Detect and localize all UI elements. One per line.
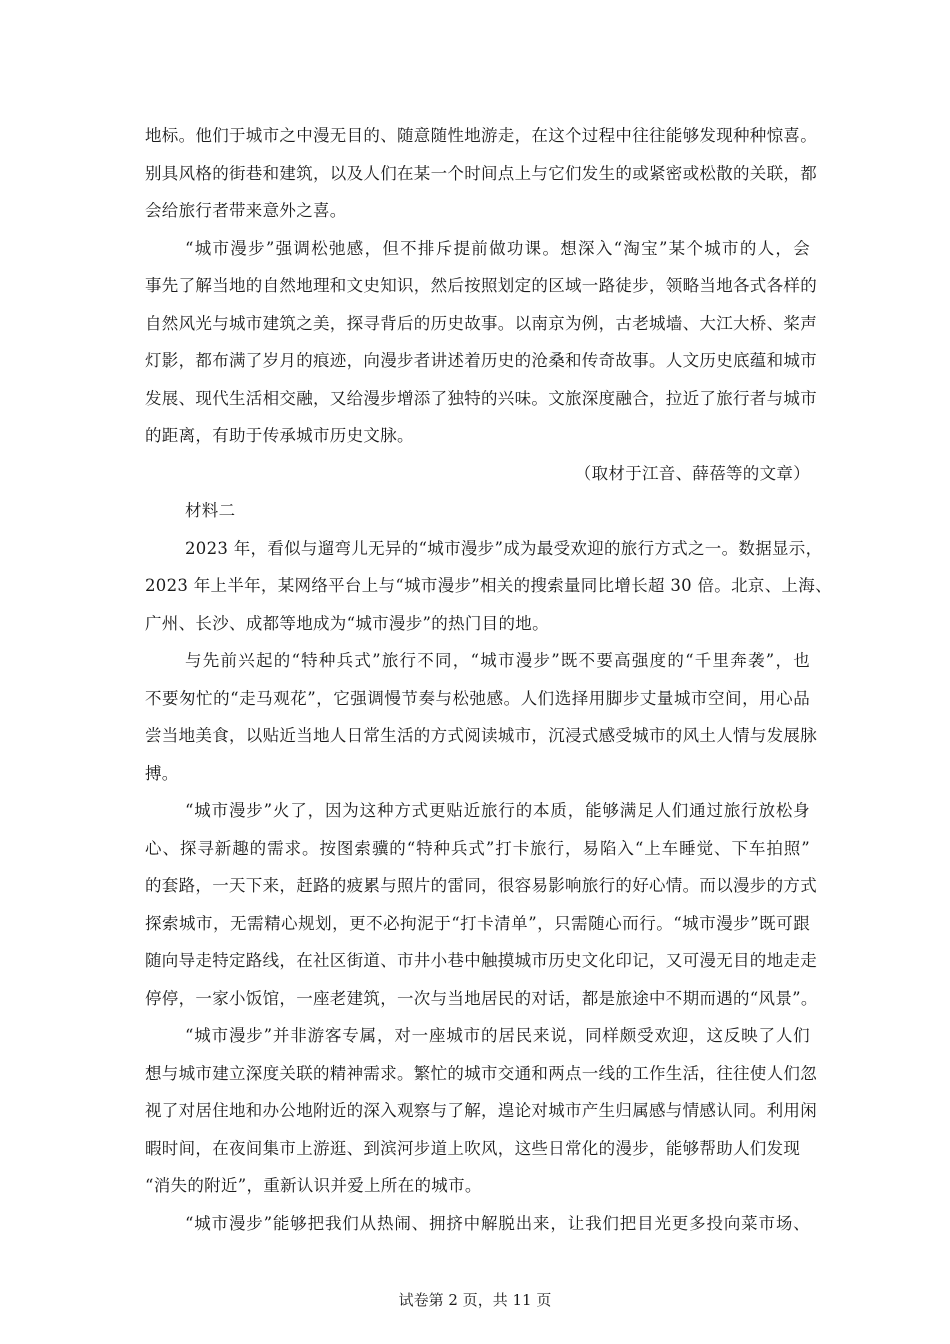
text-line: 视了对居住地和办公地附近的深入观察与了解，遑论对城市产生归属感与情感认同。利用闲 xyxy=(145,1101,817,1120)
paragraph-5 xyxy=(145,792,818,1017)
text-line: 2023 年上半年，某网络平台上与“城市漫步”相关的搜索量同比增长超 30 倍。北京、上海、 xyxy=(145,576,832,595)
text-line: 自然风光与城市建筑之美，探寻背后的历史故事。以南京为例，古老城墙、大江大桥、桨声 xyxy=(145,313,817,333)
paragraph-2 xyxy=(145,230,817,455)
text-line: 搏。 xyxy=(145,763,179,783)
text-line: 广州、长沙、成都等地成为“城市漫步”的热门目的地。 xyxy=(145,613,549,633)
text-line: 心、探寻新趣的需求。按图索骥的“特种兵式”打卡旅行，易陷入“上车睡觉、下车拍照” xyxy=(145,838,810,858)
text-line: “城市漫步”强调松弛感，但不排斥提前做功课。想深入“淘宝”某个城市的人，会 xyxy=(185,238,810,258)
text-line: 别具风格的街巷和建筑，以及人们在某一个时间点上与它们发生的或紧密或松散的关联，都 xyxy=(145,163,817,183)
source-citation: （取材于江音、薛蓓等的文章） xyxy=(574,463,810,483)
text-line: 与先前兴起的“特种兵式”旅行不同，“城市漫步”既不要高强度的“千里奔袭”，也 xyxy=(185,651,810,670)
paragraph-4 xyxy=(145,642,817,792)
text-line: 2023 年，看似与遛弯儿无异的“城市漫步”成为最受欢迎的旅行方式之一。数据显示， xyxy=(185,538,823,558)
text-line: “消失的附近”，重新认识并爱上所在的城市。 xyxy=(145,1176,482,1195)
text-line: 暇时间，在夜间集市上游逛、到滨河步道上吹风，这些日常化的漫步，能够帮助人们发现 xyxy=(145,1138,801,1158)
text-line: 随向导走特定路线，在社区街道、市井小巷中触摸城市历史文化印记，又可漫无目的地走走 xyxy=(145,951,817,970)
text-line: 地标。他们于城市之中漫无目的、随意随性地游走，在这个过程中往往能够发现种种惊喜。 xyxy=(145,126,817,145)
material-2-heading: 材料二 xyxy=(185,501,236,520)
paragraph-1 xyxy=(145,117,817,230)
text-line: 的距离，有助于传承城市历史文脉。 xyxy=(145,426,414,445)
text-line: 事先了解当地的自然地理和文史知识，然后按照划定的区域一路徒步，领略当地各式各样的 xyxy=(145,276,817,295)
text-line: 发展、现代生活相交融，又给漫步增添了独特的兴味。文旅深度融合，拉近了旅行者与城市 xyxy=(145,388,817,408)
text-line: “城市漫步”火了，因为这种方式更贴近旅行的本质，能够满足人们通过旅行放松身 xyxy=(185,801,810,820)
paragraph-7 xyxy=(145,1205,810,1243)
text-line: 的套路，一天下来，赶路的疲累与照片的雷同，很容易影响旅行的好心情。而以漫步的方式 xyxy=(145,876,817,895)
text-line: “城市漫步”能够把我们从热闹、拥挤中解脱出来，让我们把目光更多投向菜市场、 xyxy=(185,1213,810,1233)
text-line: 尝当地美食，以贴近当地人日常生活的方式阅读城市，沉浸式感受城市的风土人情与发展脉 xyxy=(145,726,817,745)
page-footer: 试卷第 2 页，共 11 页 xyxy=(398,1291,552,1309)
paragraph-6 xyxy=(145,1017,817,1205)
page-body xyxy=(145,117,832,1242)
text-line: 探索城市，无需精心规划，更不必拘泥于“打卡清单”，只需随心而行。“城市漫步”既可跟 xyxy=(145,913,810,933)
text-line: 不要匆忙的“走马观花”，它强调慢节奏与松弛感。人们选择用脚步丈量城市空间，用心品 xyxy=(145,688,810,708)
text-line: “城市漫步”并非游客专属，对一座城市的居民来说，同样颇受欢迎，这反映了人们 xyxy=(185,1026,810,1045)
text-line: 灯影，都布满了岁月的痕迹，向漫步者讲述着历史的沧桑和传奇故事。人文历史底蕴和城市 xyxy=(145,351,817,370)
text-line: 会给旅行者带来意外之喜。 xyxy=(145,201,347,220)
text-line: 想与城市建立深度关联的精神需求。繁忙的城市交通和两点一线的工作生活，往往使人们忽 xyxy=(145,1063,817,1083)
paragraph-3 xyxy=(145,530,832,643)
text-line: 停停，一家小饭馆，一座老建筑，一次与当地居民的对话，都是旅途中不期而遇的“风景”。 xyxy=(145,988,818,1008)
